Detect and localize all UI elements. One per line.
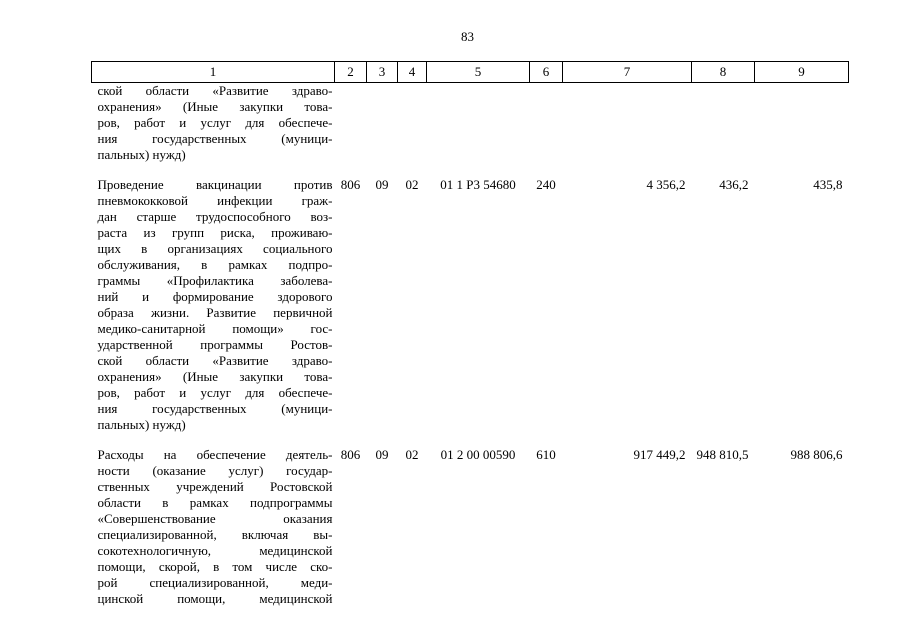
cell-target-code: 01 1 P3 54680	[440, 177, 516, 192]
description-line: ний и формирование здорового	[97, 289, 333, 304]
cell-section: 09	[375, 447, 389, 462]
row-description	[92, 177, 335, 433]
description-line: Проведение вакцинации против	[97, 177, 333, 192]
table-body	[92, 83, 849, 608]
description-line: дан старше трудоспособного воз-	[97, 209, 333, 224]
description-line: ственных учреждений Ростовской	[97, 479, 333, 494]
cell-amount-3: 988 806,6	[790, 447, 843, 462]
page-number: 83	[461, 29, 474, 44]
description-line: специализированной, включая вы-	[97, 527, 333, 542]
description-line: пневмококковой инфекции граж-	[97, 193, 333, 208]
description-line: граммы «Профилактика заболева-	[97, 273, 333, 288]
description-line: ров, работ и услуг для обеспече-	[97, 115, 333, 130]
cell-expense-type	[530, 83, 563, 164]
table-header	[92, 62, 849, 83]
header-col-4: 4	[398, 62, 427, 83]
cell-amount-2: 948 810,5	[696, 447, 749, 462]
cell-amount-2: 436,2	[719, 177, 749, 192]
header-col-1: 1	[92, 62, 335, 83]
cell-target-code	[427, 83, 530, 164]
cell-amount-3	[755, 83, 849, 164]
cell-subsection: 02	[405, 447, 419, 462]
description-line: образа жизни. Развитие первичной	[97, 305, 333, 320]
description-line: цинской помощи, медицинской	[97, 591, 333, 606]
description-line: ния государственных (муници-	[97, 131, 333, 146]
description-line: ности (оказание услуг) государ-	[97, 463, 333, 478]
description-line: охранения» (Иные закупки това-	[97, 99, 333, 114]
cell-amount-1: 917 449,2	[633, 447, 686, 462]
cell-ministry: 806	[340, 447, 361, 462]
row-description	[92, 447, 335, 607]
table-row	[92, 177, 849, 433]
description-line: ударственной программы Ростов-	[97, 337, 333, 352]
description-line: сокотехнологичную, медицинской	[97, 543, 333, 558]
cell-ministry	[335, 83, 367, 164]
header-col-9: 9	[755, 62, 849, 83]
header-col-6: 6	[530, 62, 563, 83]
header-row	[92, 62, 849, 83]
description-line: помощи, скорой, в том числе ско-	[97, 559, 333, 574]
header-col-3: 3	[367, 62, 398, 83]
cell-expense-type: 610	[536, 447, 556, 462]
cell-amount-1: 4 356,2	[646, 177, 686, 192]
cell-section	[367, 83, 398, 164]
header-col-5: 5	[427, 62, 530, 83]
row-description	[92, 83, 335, 164]
description-line: рой специализированной, меди-	[97, 575, 333, 590]
table-row	[92, 83, 849, 164]
description-line: ров, работ и услуг для обеспече-	[97, 385, 333, 400]
cell-section: 09	[375, 177, 389, 192]
description-line: пальных) нужд)	[97, 417, 186, 432]
cell-amount-2	[692, 83, 755, 164]
cell-ministry: 806	[340, 177, 361, 192]
description-line: раста из групп риска, проживаю-	[97, 225, 333, 240]
description-line: ской области «Развитие здраво-	[97, 83, 333, 98]
description-line: пальных) нужд)	[97, 147, 186, 162]
cell-subsection	[398, 83, 427, 164]
description-line: охранения» (Иные закупки това-	[97, 369, 333, 384]
cell-target-code: 01 2 00 00590	[440, 447, 516, 462]
description-line: обслуживания, в рамках подпро-	[97, 257, 333, 272]
description-line: медико-санитарной помощи» гос-	[97, 321, 333, 336]
row-spacer	[92, 163, 849, 177]
header-col-2: 2	[335, 62, 367, 83]
header-col-7: 7	[563, 62, 692, 83]
header-col-8: 8	[692, 62, 755, 83]
description-line: ской области «Развитие здраво-	[97, 353, 333, 368]
table-row	[92, 447, 849, 607]
budget-table	[91, 61, 849, 607]
description-line: Расходы на обеспечение деятель-	[97, 447, 333, 462]
description-line: ния государственных (муници-	[97, 401, 333, 416]
cell-amount-3: 435,8	[813, 177, 843, 192]
cell-subsection: 02	[405, 177, 419, 192]
description-line: щих в организациях социального	[97, 241, 333, 256]
description-line: «Совершенствование оказания	[97, 511, 333, 526]
row-spacer	[92, 433, 849, 447]
description-line: области в рамках подпрограммы	[97, 495, 333, 510]
cell-amount-1	[563, 83, 692, 164]
cell-expense-type: 240	[536, 177, 556, 192]
